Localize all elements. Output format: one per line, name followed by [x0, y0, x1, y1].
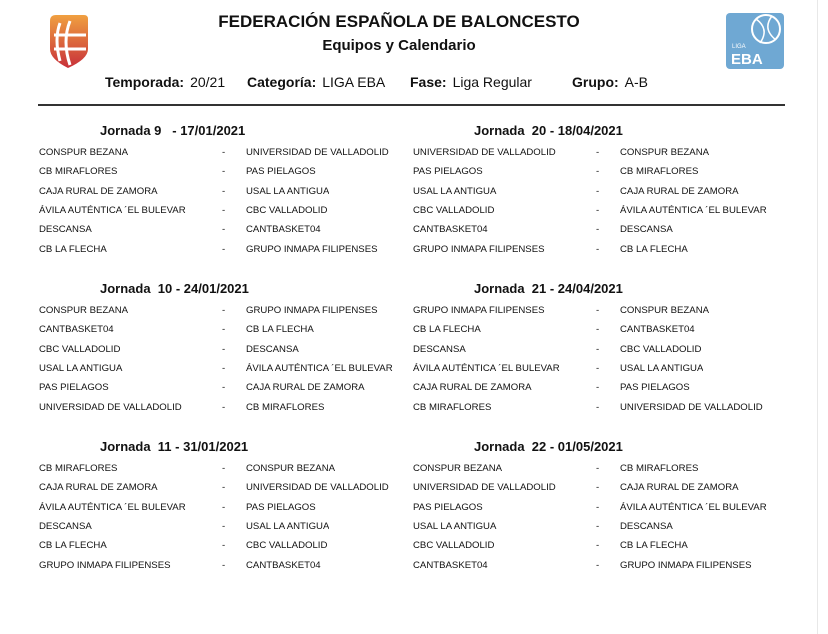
home-team: USAL LA ANTIGUA: [413, 185, 497, 197]
categoria-label: Categoría:: [247, 74, 317, 90]
page-edge: [817, 0, 818, 634]
match-row: [39, 305, 419, 324]
match-row: [413, 560, 793, 579]
home-team: CB MIRAFLORES: [39, 463, 118, 474]
match-separator: -: [222, 482, 226, 494]
away-team: USAL LA ANTIGUA: [246, 520, 330, 532]
away-team: CONSPUR BEZANA: [620, 305, 710, 316]
home-team: CONSPUR BEZANA: [39, 147, 129, 158]
away-team: ÁVILA AUTÉNTICA ´EL BULEVAR: [620, 204, 767, 216]
meta-temporada: [105, 74, 225, 90]
away-team: CANTBASKET04: [246, 559, 321, 571]
match-row: [413, 224, 793, 243]
match-separator: -: [596, 147, 600, 158]
match-separator: -: [596, 362, 600, 374]
match-separator: -: [222, 463, 226, 474]
home-team: CAJA RURAL DE ZAMORA: [39, 185, 158, 197]
home-team: GRUPO INMAPA FILIPENSES: [39, 559, 171, 571]
match-row: [413, 382, 793, 401]
home-team: CB LA FLECHA: [39, 540, 107, 552]
home-team: ÁVILA AUTÉNTICA ´EL BULEVAR: [39, 204, 186, 216]
match-row: [39, 186, 419, 205]
match-separator: -: [222, 243, 226, 255]
away-team: UNIVERSIDAD DE VALLADOLID: [246, 147, 389, 158]
match-row: [39, 324, 419, 343]
home-team: ÁVILA AUTÉNTICA ´EL BULEVAR: [413, 362, 560, 374]
temporada-value: 20/21: [190, 74, 226, 90]
home-team: CANTBASKET04: [39, 324, 114, 336]
away-team: CBC VALLADOLID: [246, 540, 328, 552]
meta-categoria: [247, 74, 385, 90]
away-team: CB MIRAFLORES: [246, 401, 325, 413]
match-separator: -: [222, 166, 226, 178]
match-separator: -: [596, 204, 600, 216]
match-row: [413, 402, 793, 421]
home-team: GRUPO INMAPA FILIPENSES: [413, 243, 545, 255]
match-separator: -: [596, 482, 600, 494]
match-separator: -: [222, 343, 226, 355]
jornada-block: [39, 123, 419, 263]
home-team: CB MIRAFLORES: [413, 401, 492, 413]
match-separator: -: [222, 324, 226, 336]
match-separator: -: [596, 559, 600, 571]
match-separator: -: [222, 204, 226, 216]
page-title: FEDERACIÓN ESPAÑOLA DE BALONCESTO: [218, 12, 580, 31]
grupo-label: Grupo:: [572, 74, 619, 90]
match-row: [39, 205, 419, 224]
home-team: CB LA FLECHA: [413, 324, 481, 336]
logo-liga-text: LIGA: [732, 44, 746, 50]
match-row: [39, 540, 419, 559]
away-team: CAJA RURAL DE ZAMORA: [620, 482, 739, 494]
home-team: UNIVERSIDAD DE VALLADOLID: [413, 482, 556, 494]
match-separator: -: [222, 382, 226, 394]
home-team: UNIVERSIDAD DE VALLADOLID: [413, 147, 556, 158]
match-separator: -: [222, 305, 226, 316]
away-team: USAL LA ANTIGUA: [246, 185, 330, 197]
away-team: CB MIRAFLORES: [620, 166, 699, 178]
home-team: GRUPO INMAPA FILIPENSES: [413, 305, 545, 316]
match-separator: -: [596, 540, 600, 552]
temporada-label: Temporada:: [105, 74, 185, 90]
match-row: [39, 244, 419, 263]
away-team: UNIVERSIDAD DE VALLADOLID: [620, 401, 763, 413]
away-team: USAL LA ANTIGUA: [620, 362, 704, 374]
away-team: CB LA FLECHA: [620, 540, 688, 552]
match-separator: -: [596, 382, 600, 394]
page-subtitle: Equipos y Calendario: [322, 37, 476, 54]
home-team: DESCANSA: [39, 520, 92, 532]
home-team: CBC VALLADOLID: [39, 343, 121, 355]
match-separator: -: [222, 147, 226, 158]
home-team: PAS PIELAGOS: [413, 501, 483, 513]
match-row: [413, 186, 793, 205]
home-team: USAL LA ANTIGUA: [39, 362, 123, 374]
home-team: USAL LA ANTIGUA: [413, 520, 497, 532]
match-row: [39, 560, 419, 579]
away-team: CONSPUR BEZANA: [620, 147, 710, 158]
away-team: CBC VALLADOLID: [620, 343, 702, 355]
match-row: [39, 363, 419, 382]
match-row: [39, 502, 419, 521]
match-row: [39, 344, 419, 363]
match-separator: -: [222, 185, 226, 197]
match-separator: -: [596, 401, 600, 413]
home-team: CB LA FLECHA: [39, 243, 107, 255]
home-team: CANTBASKET04: [413, 559, 488, 571]
categoria-value: LIGA EBA: [322, 74, 386, 90]
jornada-title: Jornada 22 - 01/05/2021: [474, 439, 623, 454]
match-row: [413, 482, 793, 501]
header-divider: [38, 104, 785, 106]
jornada-block: [413, 439, 793, 579]
jornada-title: Jornada 11 - 31/01/2021: [100, 439, 249, 454]
match-separator: -: [222, 224, 226, 236]
away-team: PAS PIELAGOS: [620, 382, 690, 394]
jornada-block: [413, 123, 793, 263]
match-row: [413, 305, 793, 324]
match-row: [39, 382, 419, 401]
jornada-title: Jornada 21 - 24/04/2021: [474, 281, 623, 296]
home-team: DESCANSA: [413, 343, 466, 355]
match-row: [39, 463, 419, 482]
home-team: ÁVILA AUTÉNTICA ´EL BULEVAR: [39, 501, 186, 513]
match-row: [39, 521, 419, 540]
match-row: [413, 166, 793, 185]
home-team: UNIVERSIDAD DE VALLADOLID: [39, 401, 182, 413]
away-team: CANTBASKET04: [620, 324, 695, 336]
away-team: CB LA FLECHA: [620, 243, 688, 255]
home-team: CBC VALLADOLID: [413, 204, 495, 216]
match-row: [413, 205, 793, 224]
home-team: DESCANSA: [39, 224, 92, 236]
jornada-title: Jornada 10 - 24/01/2021: [100, 281, 249, 296]
match-separator: -: [596, 343, 600, 355]
away-team: CBC VALLADOLID: [246, 204, 328, 216]
match-separator: -: [222, 401, 226, 413]
meta-fase: [410, 74, 532, 90]
match-separator: -: [596, 501, 600, 513]
home-team: CONSPUR BEZANA: [413, 463, 503, 474]
match-separator: -: [222, 540, 226, 552]
fase-label: Fase:: [410, 74, 447, 90]
match-row: [413, 540, 793, 559]
away-team: CONSPUR BEZANA: [246, 463, 336, 474]
match-row: [413, 244, 793, 263]
home-team: CBC VALLADOLID: [413, 540, 495, 552]
match-row: [413, 324, 793, 343]
match-separator: -: [222, 559, 226, 571]
match-separator: -: [596, 463, 600, 474]
away-team: CB LA FLECHA: [246, 324, 314, 336]
home-team: PAS PIELAGOS: [39, 382, 109, 394]
away-team: CAJA RURAL DE ZAMORA: [620, 185, 739, 197]
match-row: [413, 363, 793, 382]
match-separator: -: [596, 243, 600, 255]
match-row: [413, 502, 793, 521]
away-team: CB MIRAFLORES: [620, 463, 699, 474]
away-team: ÁVILA AUTÉNTICA ´EL BULEVAR: [620, 501, 767, 513]
match-separator: -: [222, 362, 226, 374]
away-team: PAS PIELAGOS: [246, 166, 316, 178]
match-separator: -: [596, 305, 600, 316]
jornada-block: [39, 439, 419, 579]
away-team: GRUPO INMAPA FILIPENSES: [620, 559, 752, 571]
match-row: [413, 344, 793, 363]
away-team: DESCANSA: [620, 520, 673, 532]
away-team: UNIVERSIDAD DE VALLADOLID: [246, 482, 389, 494]
match-separator: -: [596, 224, 600, 236]
away-team: PAS PIELAGOS: [246, 501, 316, 513]
match-row: [39, 482, 419, 501]
fase-value: Liga Regular: [452, 74, 532, 90]
match-separator: -: [222, 520, 226, 532]
away-team: ÁVILA AUTÉNTICA ´EL BULEVAR: [246, 362, 393, 374]
match-row: [413, 521, 793, 540]
away-team: GRUPO INMAPA FILIPENSES: [246, 305, 378, 316]
away-team: GRUPO INMAPA FILIPENSES: [246, 243, 378, 255]
jornada-title: Jornada 9 - 17/01/2021: [100, 123, 246, 138]
home-team: CAJA RURAL DE ZAMORA: [413, 382, 532, 394]
match-separator: -: [222, 501, 226, 513]
home-team: CAJA RURAL DE ZAMORA: [39, 482, 158, 494]
match-row: [413, 463, 793, 482]
match-separator: -: [596, 324, 600, 336]
match-row: [39, 402, 419, 421]
away-team: DESCANSA: [620, 224, 673, 236]
match-row: [39, 224, 419, 243]
home-team: CONSPUR BEZANA: [39, 305, 129, 316]
away-team: CANTBASKET04: [246, 224, 321, 236]
home-team: CANTBASKET04: [413, 224, 488, 236]
match-row: [413, 147, 793, 166]
match-separator: -: [596, 520, 600, 532]
jornada-block: [39, 281, 419, 421]
home-team: PAS PIELAGOS: [413, 166, 483, 178]
meta-grupo: [572, 74, 648, 90]
away-team: DESCANSA: [246, 343, 299, 355]
grupo-value: A-B: [624, 74, 648, 90]
match-row: [39, 147, 419, 166]
match-separator: -: [596, 166, 600, 178]
jornada-block: [413, 281, 793, 421]
logo-eba-text: EBA: [731, 51, 763, 68]
match-row: [39, 166, 419, 185]
match-separator: -: [596, 185, 600, 197]
away-team: CAJA RURAL DE ZAMORA: [246, 382, 365, 394]
home-team: CB MIRAFLORES: [39, 166, 118, 178]
jornada-title: Jornada 20 - 18/04/2021: [474, 123, 623, 138]
